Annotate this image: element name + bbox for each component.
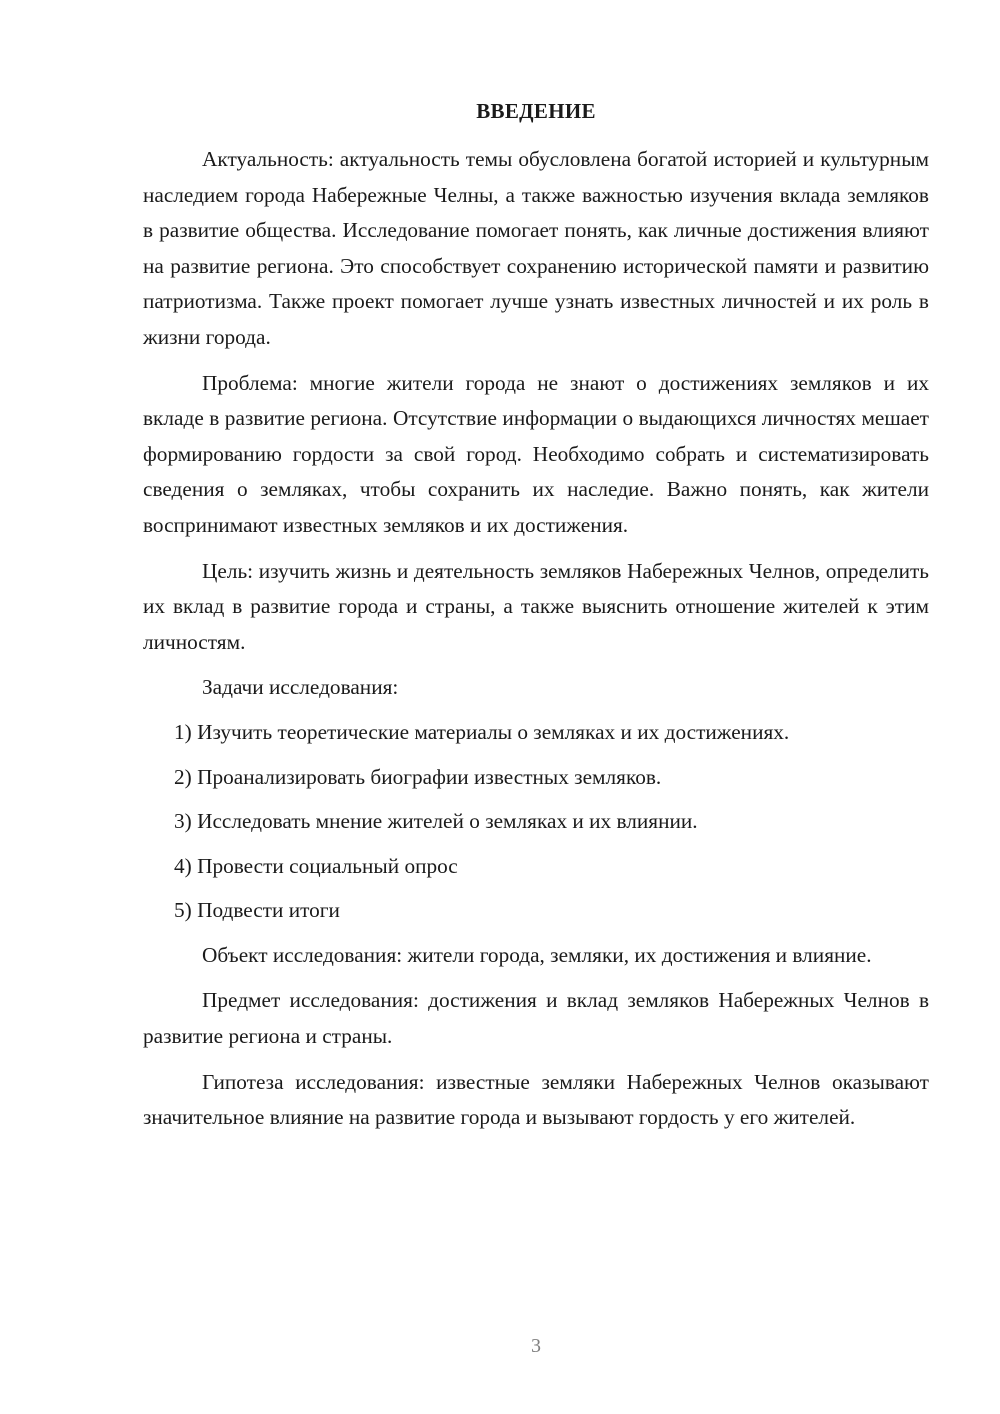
goal-paragraph: Цель: изучить жизнь и деятельность земляков Набережных Челнов, определить их вклад в развитие города и страны, а также выяснить отношение жителей к этим личностям. [143, 558, 929, 654]
task-item: 4) Провести социальный опрос [174, 853, 458, 878]
tasks-list [143, 715, 929, 929]
problem-paragraph: Проблема: многие жители города не знают о достижениях земляков и их вкладе в развитие региона. Отсутствие информации о выдающихся личностях мешает формированию гордости за свой город. Необходимо собрать и систематизировать сведения о земляках, чтобы сохранить их наследие. Важно понять, как жители воспринимают известных земляков и их достижения. [143, 370, 929, 537]
tasks-heading: Задачи исследования: [202, 675, 399, 700]
task-item: 3) Исследовать мнение жителей о земляках и их влиянии. [174, 809, 698, 834]
page-number: 3 [531, 1335, 541, 1357]
subject-paragraph: Предмет исследования: достижения и вклад земляков Набережных Челнов в развитие региона и страны. [143, 988, 929, 1049]
task-item: 5) Подвести итоги [174, 898, 340, 923]
document-page [143, 0, 929, 1414]
document-body [143, 142, 929, 1146]
hypothesis-paragraph: Гипотеза исследования: известные земляки Набережных Челнов оказывают значительное влияние на развитие города и вызывают гордость у его жителей. [143, 1069, 929, 1130]
object-paragraph: Объект исследования: жители города, земляки, их достижения и влияние. [202, 942, 872, 967]
page-title: ВВЕДЕНИЕ [476, 99, 596, 123]
relevance-paragraph: Актуальность: актуальность темы обусловлена богатой историей и культурным наследием города Набережные Челны, а также важностью изучения вклада земляков в развитие общества. Исследование помогает понять, как личные достижения влияют на развитие региона. Это способствует сохранению исторической памяти и развитию патриотизма. Также проект помогает лучше узнать известных личностей и их роль в жизни города. [143, 147, 929, 349]
task-item: 2) Проанализировать биографии известных земляков. [174, 764, 662, 789]
task-item: 1) Изучить теоретические материалы о земляках и их достижениях. [174, 719, 790, 744]
